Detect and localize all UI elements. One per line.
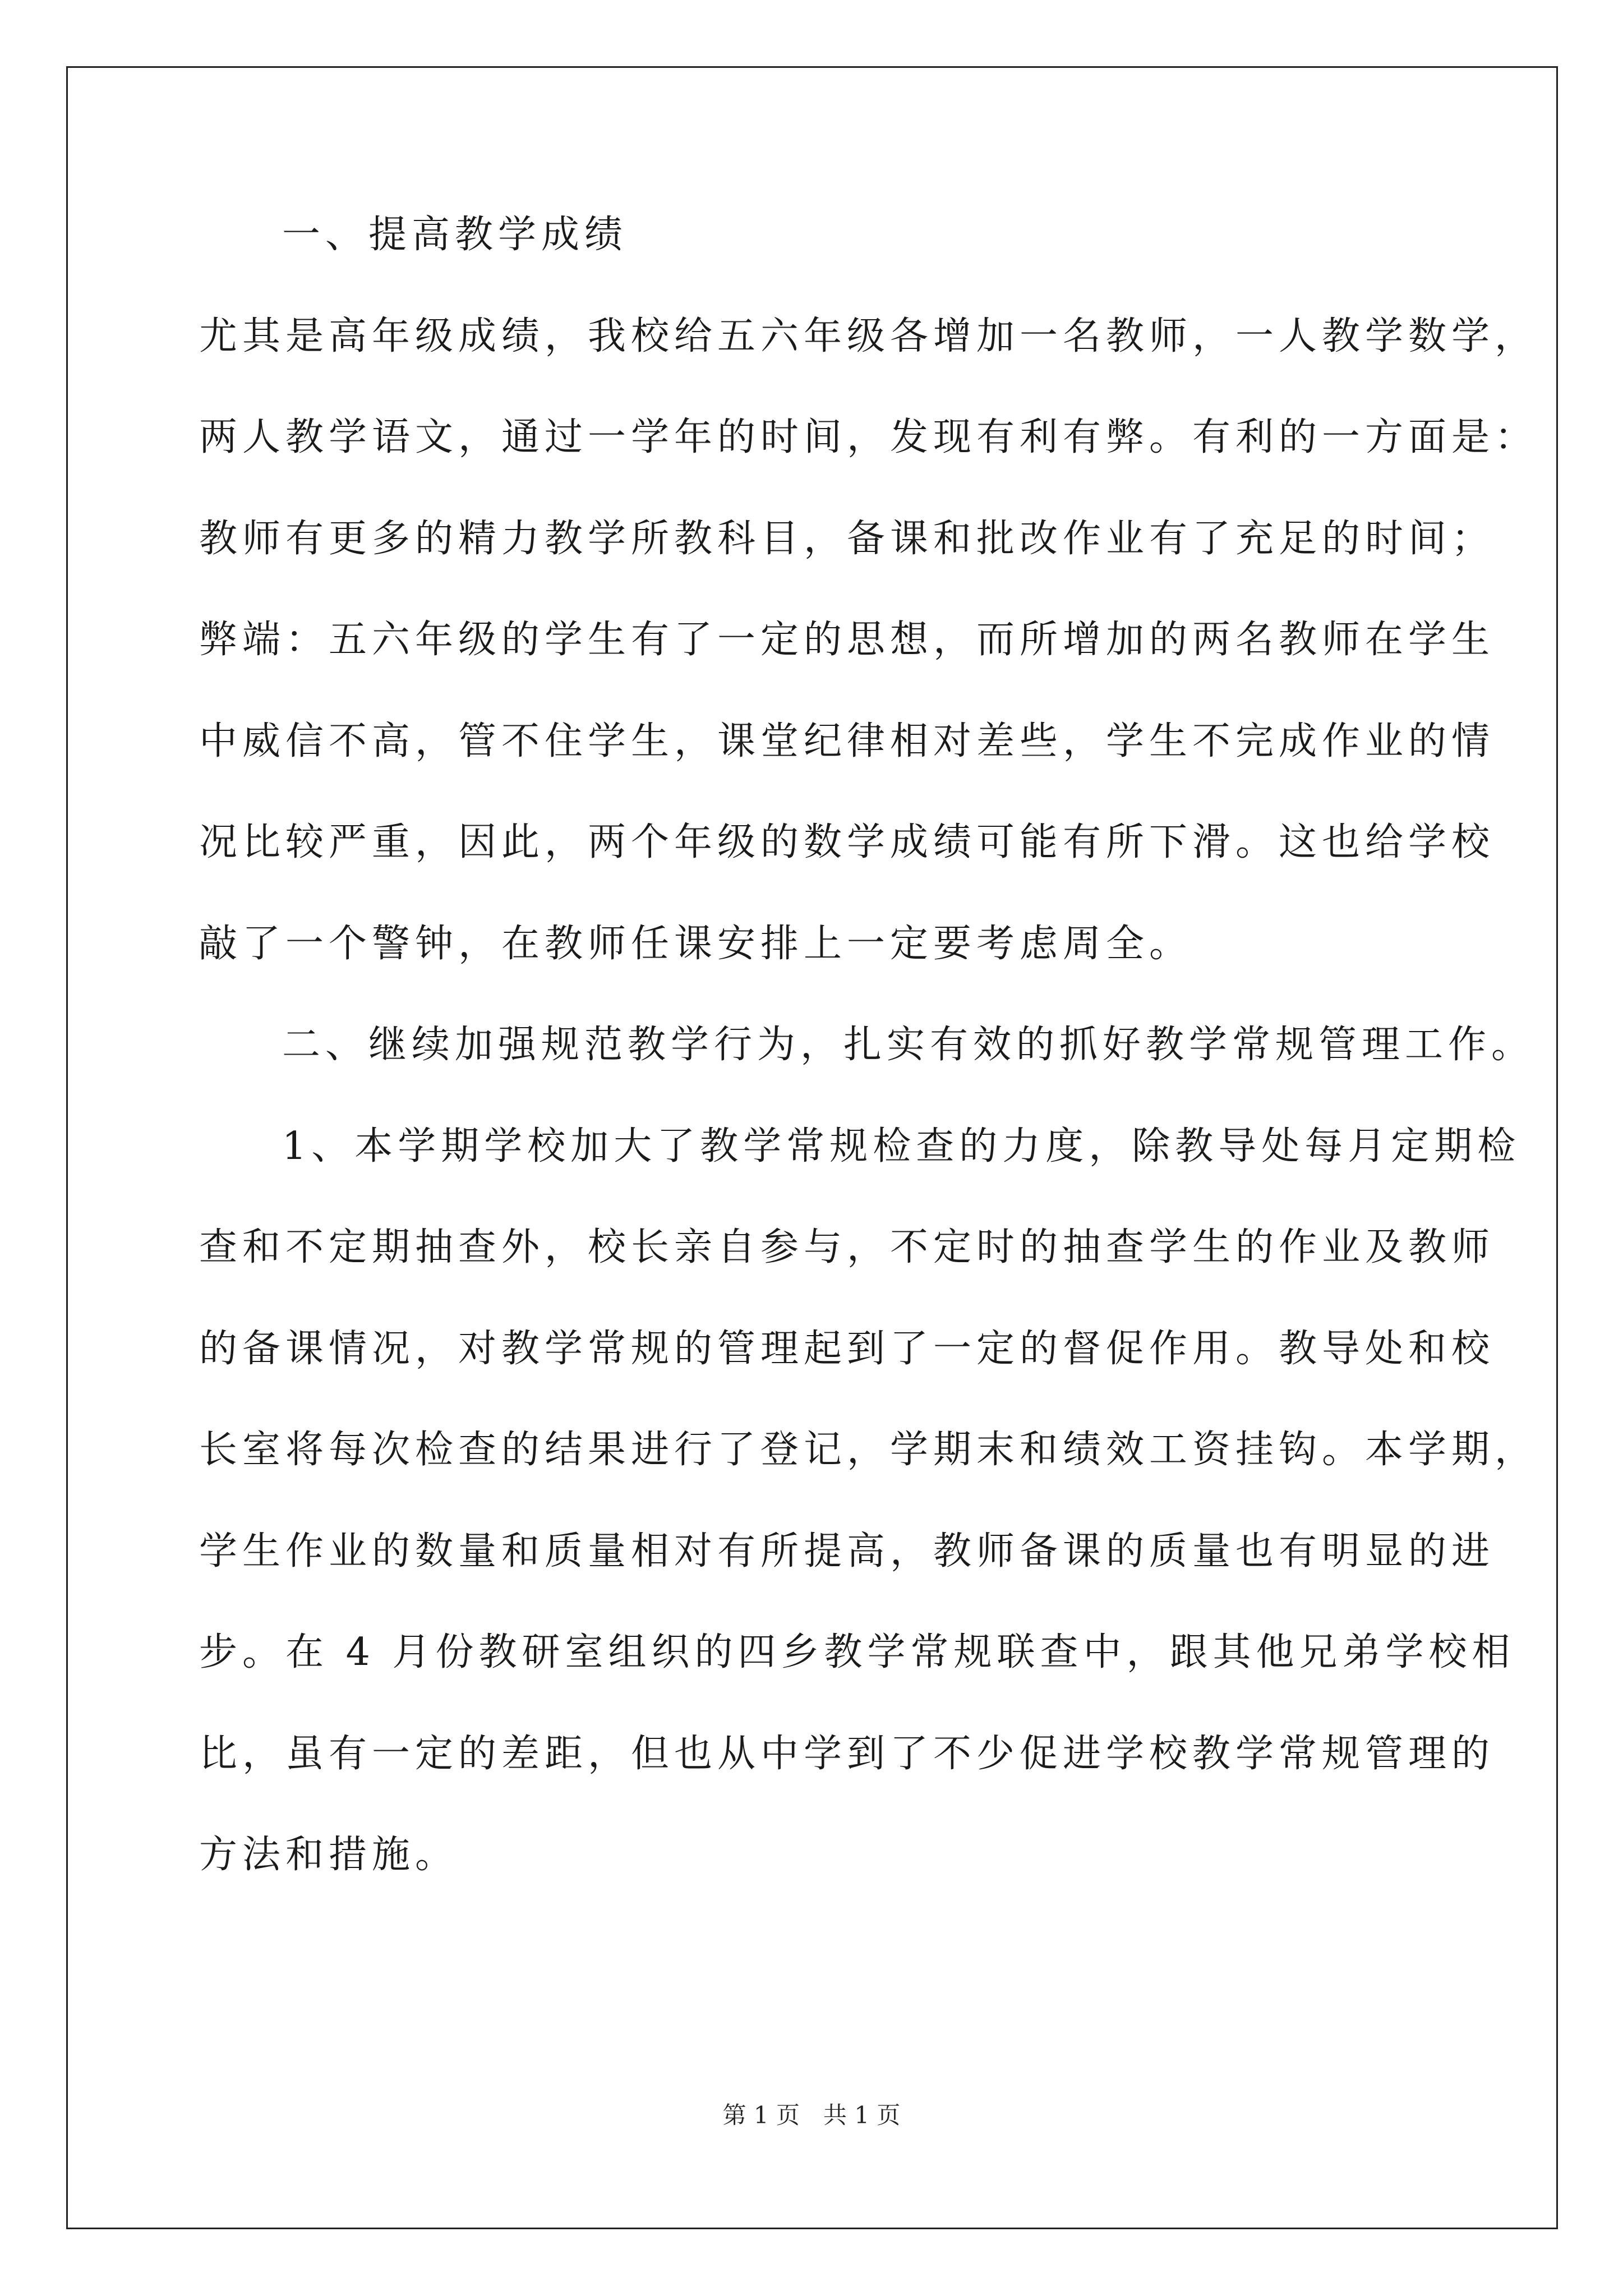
paragraph-line: 两人教学语文，通过一学年的时间，发现有利有弊。有利的一方面是： xyxy=(199,415,1538,459)
paragraph-line: 比，虽有一定的差距，但也从中学到了不少促进学校教学常规管理的 xyxy=(199,1731,1495,1776)
paragraph-line: 弊端：五六年级的学生有了一定的思想，而所增加的两名教师在学生 xyxy=(199,618,1495,662)
paragraph-line: 中威信不高，管不住学生，课堂纪律相对差些，学生不完成作业的情 xyxy=(199,719,1495,763)
paragraph-line: 的备课情况，对教学常规的管理起到了一定的督促作用。教导处和校 xyxy=(199,1326,1495,1371)
document-body xyxy=(199,213,1538,1938)
section-heading-2: 二、继续加强规范教学行为，扎实有效的抓好教学常规管理工作。 xyxy=(282,1023,1535,1067)
paragraph-line: 尤其是高年级成绩，我校给五六年级各增加一名教师，一人教学数学， xyxy=(199,314,1538,358)
paragraph-line: 1、本学期学校加大了教学常规检查的力度，除教导处每月定期检 xyxy=(282,1124,1521,1168)
paragraph-line: 查和不定期抽查外，校长亲自参与，不定时的抽查学生的作业及教师 xyxy=(199,1225,1495,1269)
paragraph-line: 方法和措施。 xyxy=(199,1833,459,1877)
paragraph-line: 况比较严重，因此，两个年级的数学成绩可能有所下滑。这也给学校 xyxy=(199,820,1495,864)
paragraph-line: 步。在 4 月份教研室组织的四乡教学常规联查中，跟其他兄弟学校相 xyxy=(199,1630,1515,1674)
paragraph-line: 敲了一个警钟，在教师任课安排上一定要考虑周全。 xyxy=(199,921,1193,966)
paragraph-line: 长室将每次检查的结果进行了登记，学期末和绩效工资挂钩。本学期， xyxy=(199,1428,1538,1472)
section-heading-1: 一、提高教学成绩 xyxy=(282,213,628,257)
paragraph-line: 教师有更多的精力教学所教科目，备课和批改作业有了充足的时间； xyxy=(199,516,1495,561)
paragraph-line: 学生作业的数量和质量相对有所提高，教师备课的质量也有明显的进 xyxy=(199,1529,1495,1573)
page-number-footer: 第 1 页 共 1 页 xyxy=(722,2101,901,2129)
